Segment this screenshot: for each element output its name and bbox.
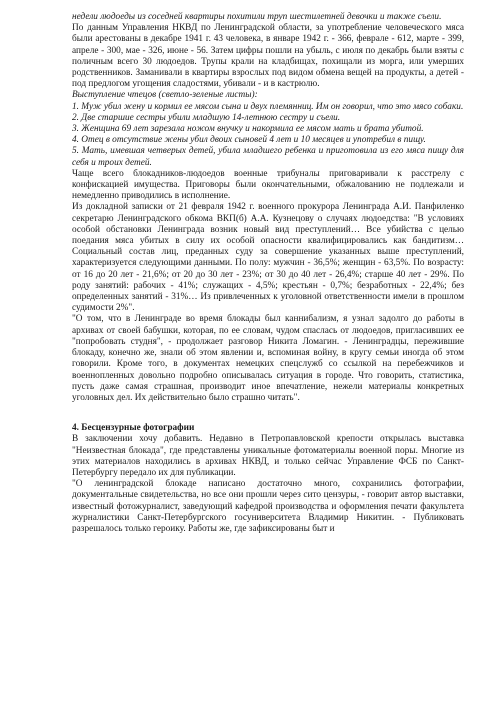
excerpt-item: 3. Женщина 69 лет зарезала ножом внучку и накормила ее мясом мать и брата убитой. [72,124,424,135]
excerpt-item: 4. Отец в отсутствие жены убил двоих сыновей 4 лет и 10 месяцев и употребил в пищу. [72,135,426,146]
excerpt-item: 2. Две старшие сестры убили младшую 14-летнюю сестру и съели. [72,112,341,123]
excerpts-title: Выступление чтецов (светло-зеленые листы): [72,90,258,101]
section-paragraph: "О ленинградской блокаде написано достаточно много, сохранились фотографии, документальные свидетельства, но все они прошли через сито цензуры, - говорит автор выставки, известный фотожурналист, заведующий кафедрой производства и оформления печати факультета журналистики Санкт-Петербургского госуниверситета Владимир Никитин. - Публиковать разрешалось только героику. Работы же, где зафиксированы быт и [72,479,464,534]
nkvd-paragraph: По данным Управления НКВД по Ленинградской области, за употребление человеческого мяса были арестованы в декабре 1941 г. 43 человека, в январе 1942 г. - 366, феврале - 612, марте - 399, апреле - 300, мае - 326, июне - 56. Затем цифры пошли на убыль, с июля по декабрь были взяты с поличным всего 30 людоедов. Трупы крали на кладбищах, похищали из морга, или умерших родственников. Заманивали в квартиры взрослых под видом обмена вещей на продукты, а детей - под предлогом угощения сладостями, убивали - и в кастрюлю. [72,23,464,90]
quote-paragraph: "О том, что в Ленинграде во время блокады был каннибализм, я узнал задолго до работы в архивах от своей бабушки, которая, по ее словам, чудом спаслась от людоедов, пригласивших ее "попробовать студня", - продолжает разговор Никита Ломагин. - Ленинградцы, пережившие блокаду, конечно же, знали об этом явлении и, вспоминая войну, в кругу семьи иногда об этом говорили. Кроме того, в документах немецких спецслужб со ссылкой на перебежчиков и военнопленных довольно подробно описывалась ситуация в городе. Что говорить, статистика, пусть даже самая страшная, производит иное впечатление, нежели материалы конкретных уголовных дел. Их действительно было страшно читать". [72,314,464,403]
report-paragraph: Из докладной записки от 21 февраля 1942 г. военного прокурора Ленинграда А.И. Панфиленко секретарю Ленинградского обкома ВКП(б) А.А. Кузнецову о случаях людоедства: "В условиях особой обстановки Ленинграда возник новый вид преступлений… Все убийства с целью поедания мяса убитых в силу их особой опасности квалифицировались как бандитизм… Социальный состав лиц, преданных суду за совершение указанных выше преступлений, характеризуется следующими данными. По полу: мужчин - 36,5%; женщин - 63,5%. По возрасту: от 16 до 20 лет - 21,6%; от 20 до 30 лет - 23%; от 30 до 40 лет - 26,4%; старше 40 лет - 29%. По роду занятий: рабочих - 41%; служащих - 4,5%; крестьян - 0,7%; безработных - 22,4%; без определенных занятий - 31%… Из привлеченных к уголовной ответственности имели в прошлом судимости 2%". [72,202,464,314]
excerpt-item: 5. Мать, имевшая четверых детей, убила младшего ребенка и приготовила из его мяса пищу для себя и троих детей. [72,146,464,168]
section-paragraph: В заключении хочу добавить. Недавно в Петропавловской крепости открылась выставка "Неизвестная блокада", где представлены уникальные фотоматериалы военной поры. Многие из этих материалов находились в архивах НКВД, и только сейчас Управление ФСБ по Санкт-Петербургу передало их для публикации. [72,434,464,478]
excerpt-item: 1. Муж убил жену и кормил ее мясом сына и двух племянниц. Им он говорил, что это мясо собаки. [72,101,464,112]
intro-tail: недели людоеды из соседней квартиры похитили труп шестилетней девочки и также съели. [72,12,442,22]
tribunal-paragraph: Чаще всего блокадников-людоедов военные трибуналы приговаривали к расстрелу с конфискацией имущества. Приговоры были окончательными, обжалованию не подлежали и немедленно приводились в исполнение. [72,168,464,202]
section-heading: 4. Бесцензурные фотографии [72,423,195,434]
